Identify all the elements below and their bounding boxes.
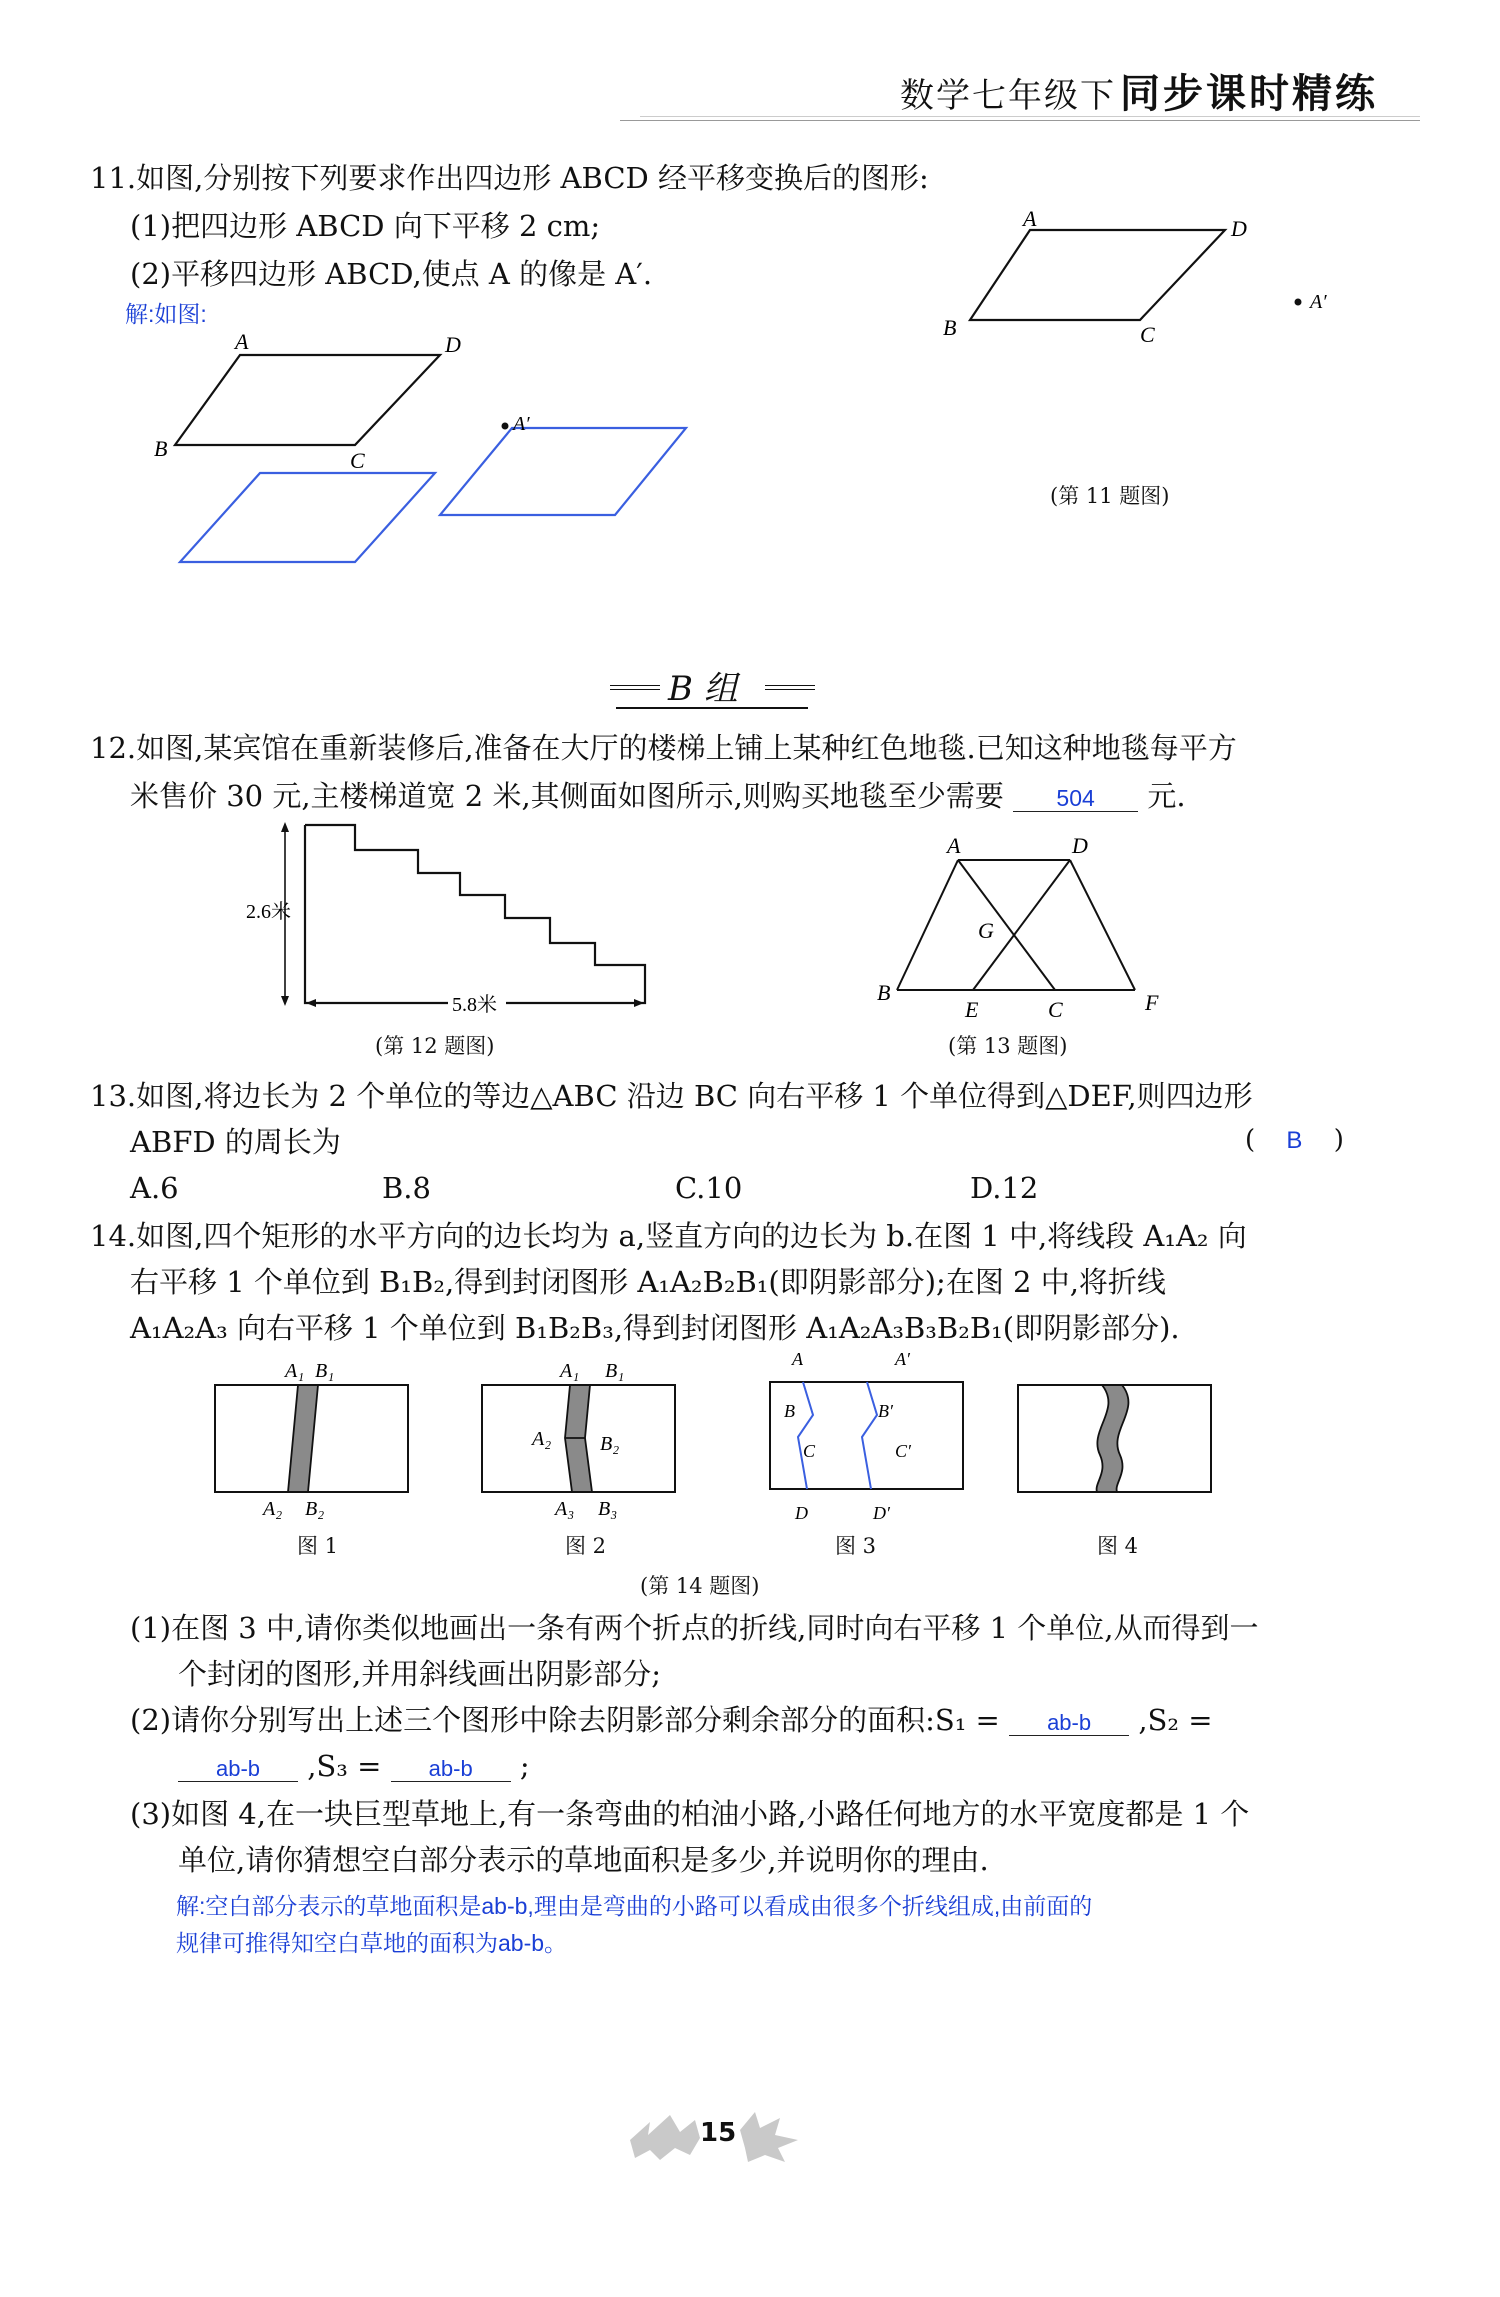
q13-paren-open: ( bbox=[1245, 1125, 1256, 1155]
q12-answer: 504 bbox=[1056, 785, 1095, 811]
q14-fig3-caption: 图 3 bbox=[835, 1534, 877, 1558]
q14-solution-line2: 规律可推得知空白草地的面积为ab-b。 bbox=[176, 1930, 568, 1956]
q11-label-a: A bbox=[235, 330, 249, 354]
q11-line1: 11.如图,分别按下列要求作出四边形 ABCD 经平移变换后的图形: bbox=[90, 161, 929, 195]
q11-label-b: B bbox=[154, 436, 168, 461]
q12-height-arrow-bottom bbox=[281, 996, 289, 1006]
q14-fig3-a: A bbox=[792, 1349, 803, 1369]
q11-label-aprime: A′ bbox=[513, 413, 530, 435]
q13-label-c: C bbox=[1048, 997, 1063, 1022]
q14-fig3-c: C bbox=[803, 1441, 816, 1461]
q12-line1: 12.如图,某宾馆在重新装修后,准备在大厅的楼梯上铺上某种红色地毯.已知这种地毯每平方 bbox=[90, 731, 1237, 765]
q12-staircase-figure bbox=[240, 810, 660, 1020]
q14-fig3-d: D bbox=[795, 1503, 808, 1523]
q11-label-d: D bbox=[445, 332, 461, 357]
q14-part3-line1: (3)如图 4,在一块巨型草地上,有一条弯曲的柏油小路,小路任何地方的水平宽度都是 1 个 bbox=[130, 1797, 1250, 1831]
q12-line2-end: 元. bbox=[1147, 779, 1186, 813]
q11-given-label-b: B bbox=[943, 315, 957, 340]
q12-width-arrow-left bbox=[306, 999, 316, 1007]
q14-fig3-b: B bbox=[784, 1401, 795, 1421]
q14-fig3-path-2 bbox=[862, 1382, 877, 1489]
q14-s3-blank bbox=[391, 1757, 511, 1782]
q14-fig2-b2: B₂ bbox=[600, 1433, 620, 1455]
q11-original-quad bbox=[175, 355, 440, 445]
q13-caption: (第 13 题图) bbox=[948, 1034, 1068, 1058]
q14-fig3-dprime: D′ bbox=[873, 1503, 890, 1523]
q12-width-label: 5.8米 bbox=[452, 994, 497, 1016]
q13-label-a: A bbox=[947, 833, 961, 858]
group-title-box bbox=[610, 663, 815, 709]
q13-option-c: C.10 bbox=[675, 1171, 743, 1205]
q13-label-b: B bbox=[877, 980, 891, 1005]
q14-fig2-caption: 图 2 bbox=[565, 1534, 607, 1558]
q12-caption: (第 12 题图) bbox=[375, 1034, 495, 1058]
q14-s3-answer: ab-b bbox=[428, 1756, 473, 1781]
q14-fig1-b2: B₂ bbox=[305, 1498, 325, 1520]
q14-fig3-path-1 bbox=[798, 1382, 813, 1489]
q14-s2-answer: ab-b bbox=[215, 1756, 261, 1781]
q13-segment-ac bbox=[958, 860, 1055, 990]
q14-fig3-cprime: C′ bbox=[895, 1441, 911, 1461]
q13-paren-close: ) bbox=[1333, 1125, 1344, 1155]
q14-figure-1 bbox=[195, 1355, 420, 1530]
q14-solution-line1: 解:空白部分表示的草地面积是ab-b,理由是弯曲的小路可以看成由很多个折线组成,由前面的 bbox=[176, 1893, 1093, 1919]
q14-fig4-curved-road bbox=[1097, 1385, 1129, 1492]
q14-fig2-a1: A₁ bbox=[560, 1360, 580, 1382]
q14-s1-blank bbox=[1009, 1711, 1129, 1736]
q14-part2-s3-label: ,S₃ = bbox=[307, 1749, 382, 1783]
q13-answer: B bbox=[1286, 1127, 1303, 1154]
q14-figure-4 bbox=[1000, 1355, 1225, 1530]
q13-answer-paren bbox=[1245, 1124, 1344, 1158]
page-number: 15 bbox=[700, 2118, 737, 2148]
q14-part2-line1 bbox=[130, 1702, 1213, 1740]
q11-given-label-c: C bbox=[1140, 322, 1155, 347]
q14-fig1-b1: B₁ bbox=[315, 1360, 335, 1382]
q13-segment-ab bbox=[897, 860, 958, 990]
q11-given-quad bbox=[970, 230, 1225, 320]
q11-caption: (第 11 题图) bbox=[1050, 484, 1170, 508]
q13-option-a: A.6 bbox=[130, 1171, 179, 1205]
q12-staircase bbox=[305, 825, 645, 1003]
q14-figure-3 bbox=[750, 1345, 975, 1530]
q14-part3-line2: 单位,请你猜想空白部分表示的草地面积是多少,并说明你的理由. bbox=[178, 1843, 989, 1877]
q11-answer-label: 解:如图: bbox=[125, 301, 207, 327]
q13-triangles-figure bbox=[855, 830, 1195, 1030]
q11-translated-down-quad bbox=[180, 473, 435, 562]
q14-part2-line2 bbox=[178, 1748, 530, 1786]
q14-part2-text: (2)请你分别写出上述三个图形中除去阴影部分剩余部分的面积:S₁ = bbox=[130, 1703, 1000, 1737]
q14-part1-line1: (1)在图 3 中,请你类似地画出一条有两个折点的折线,同时向右平移 1 个单位,从而得到一 bbox=[130, 1611, 1259, 1645]
q14-fig1-a1: A₁ bbox=[285, 1360, 305, 1382]
q14-line2: 右平移 1 个单位到 B₁B₂,得到封闭图形 A₁A₂B₂B₁(即阴影部分);在图 2 中,将折线 bbox=[130, 1265, 1166, 1299]
q12-line2-text: 米售价 30 元,主楼梯道宽 2 米,其侧面如图所示,则购买地毯至少需要 bbox=[130, 779, 1004, 813]
q13-line2: ABFD 的周长为 bbox=[130, 1125, 341, 1159]
q14-fig2-b1: B₁ bbox=[605, 1360, 625, 1382]
q11-given-aprime-point bbox=[1295, 299, 1302, 306]
q13-option-b: B.8 bbox=[382, 1171, 431, 1205]
q11-given-label-a: A bbox=[1023, 206, 1037, 231]
q14-s2-blank bbox=[178, 1757, 298, 1782]
q14-part2-end: ; bbox=[519, 1749, 530, 1783]
q12-width-arrow-right bbox=[634, 999, 644, 1007]
q13-label-e: E bbox=[965, 997, 979, 1022]
q14-fig1-a2: A₂ bbox=[263, 1498, 283, 1520]
q11-answer-figure bbox=[140, 330, 710, 580]
q14-fig2-a2: A₂ bbox=[532, 1428, 552, 1450]
q11-given-figure bbox=[935, 205, 1355, 355]
q14-part1-line2: 个封闭的图形,并用斜线画出阴影部分; bbox=[178, 1657, 661, 1691]
q11-aprime-point bbox=[502, 423, 509, 430]
q14-s1-answer: ab-b bbox=[1047, 1710, 1092, 1735]
q14-caption: (第 14 题图) bbox=[640, 1574, 760, 1598]
q14-fig2-a3: A₃ bbox=[555, 1498, 575, 1520]
q14-figure-2 bbox=[460, 1355, 685, 1530]
header-series: 同步课时精练 bbox=[1120, 71, 1378, 117]
q13-segment-df bbox=[1070, 860, 1135, 990]
q14-line1: 14.如图,四个矩形的水平方向的边长均为 a,竖直方向的边长为 b.在图 1 中,将线段 A₁A₂ 向 bbox=[90, 1219, 1247, 1253]
q14-fig1-caption: 图 1 bbox=[297, 1534, 339, 1558]
q14-line3: A₁A₂A₃ 向右平移 1 个单位到 B₁B₂B₃,得到封闭图形 A₁A₂A₃B₃B₂B₁(即阴影部分). bbox=[130, 1311, 1180, 1345]
q14-fig2-b3: B₃ bbox=[598, 1498, 618, 1520]
q13-option-d: D.12 bbox=[970, 1171, 1039, 1205]
q11-given-label-d: D bbox=[1231, 216, 1247, 241]
q14-fig1-shaded bbox=[288, 1385, 318, 1492]
q14-part2-s2-label: ,S₂ = bbox=[1138, 1703, 1213, 1737]
q11-line2: (1)把四边形 ABCD 向下平移 2 cm; bbox=[130, 209, 601, 243]
page-header bbox=[620, 60, 1440, 130]
q11-given-label-aprime: A′ bbox=[1310, 291, 1327, 313]
q12-height-arrow-top bbox=[281, 822, 289, 832]
q13-label-d: D bbox=[1072, 833, 1088, 858]
q14-fig4-caption: 图 4 bbox=[1097, 1534, 1139, 1558]
q12-answer-blank bbox=[1013, 786, 1138, 812]
header-subject: 数学七年级下 bbox=[900, 76, 1116, 116]
q11-label-c: C bbox=[350, 448, 365, 473]
q11-translated-aprime-quad bbox=[440, 428, 686, 515]
q12-height-label: 2.6米 bbox=[246, 901, 291, 923]
q13-label-f: F bbox=[1145, 990, 1159, 1015]
q11-line3: (2)平移四边形 ABCD,使点 A 的像是 A′. bbox=[130, 257, 653, 291]
q14-fig3-aprime: A′ bbox=[895, 1349, 910, 1369]
q14-fig3-bprime: B′ bbox=[878, 1401, 893, 1421]
q13-label-g: G bbox=[978, 918, 994, 943]
q13-line1: 13.如图,将边长为 2 个单位的等边△ABC 沿边 BC 向右平移 1 个单位得到△DEF,则四边形 bbox=[90, 1079, 1253, 1113]
group-title: B 组 bbox=[668, 669, 738, 709]
